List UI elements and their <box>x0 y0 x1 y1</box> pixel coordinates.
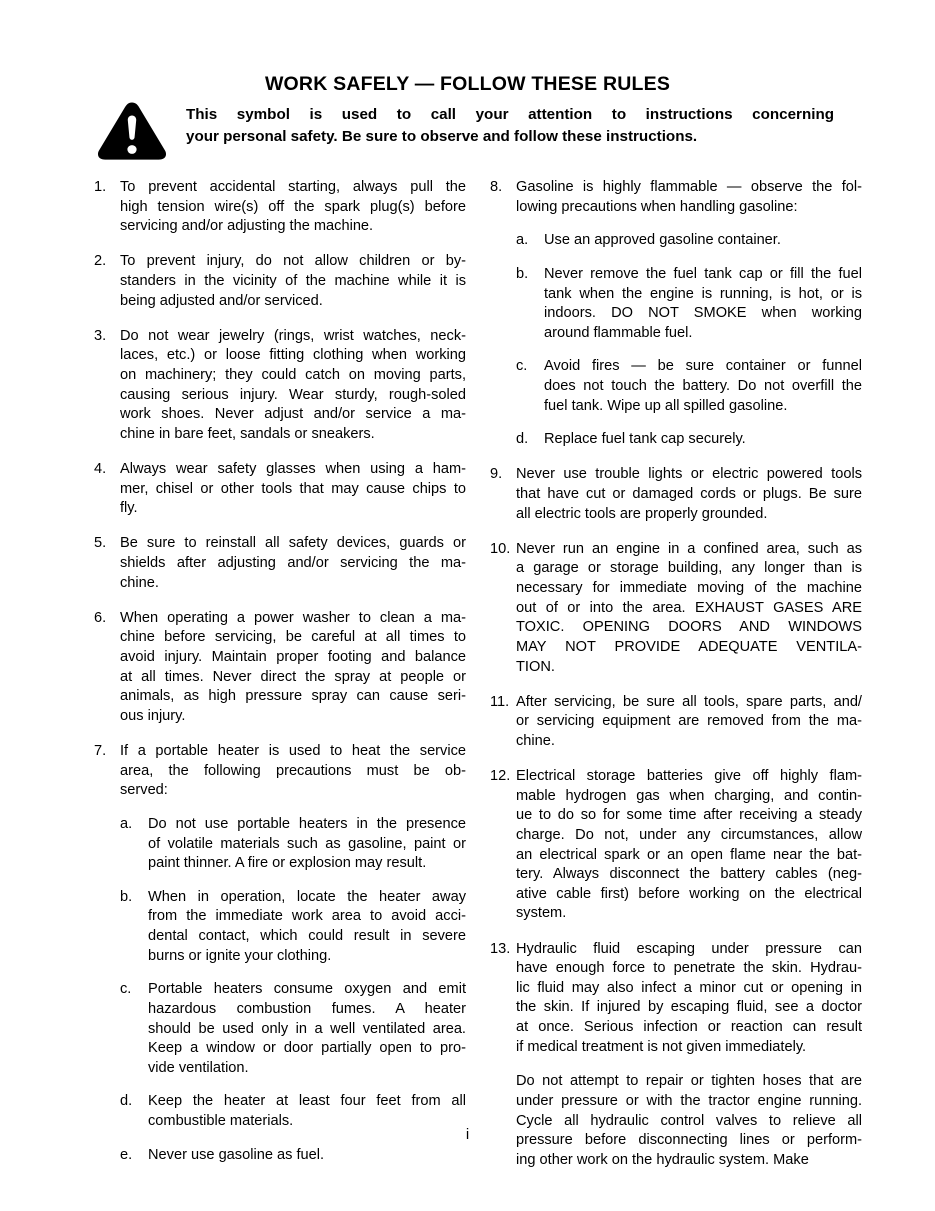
rules-column-right <box>490 178 862 1186</box>
sub-item-text <box>544 430 862 450</box>
rule-marker: 5. <box>94 535 107 552</box>
text-line: all electric tools are properly grounded. <box>516 505 768 522</box>
sub-item-text <box>148 980 466 1078</box>
rule-text <box>516 178 862 217</box>
rule-marker: 6. <box>94 609 107 626</box>
sub-item <box>516 231 862 251</box>
text-line: should be used only in a well ventilated area. <box>148 1020 466 1037</box>
sub-item <box>120 1146 466 1166</box>
rule-text <box>120 252 466 311</box>
text-line: system. <box>516 905 567 922</box>
text-line: pressure before disconnecting lines or perform- <box>516 1132 862 1149</box>
text-line: servicing and/or adjusting the machine. <box>120 218 374 235</box>
text-line: To prevent accidental starting, always pull the <box>120 179 466 195</box>
text-line: When operating a power washer to clean a ma- <box>120 609 466 626</box>
text-line: chine in bare feet, sandals or sneakers. <box>120 425 375 442</box>
text-line: out of or into the area. EXHAUST GASES ARE <box>516 599 862 616</box>
text-line: have enough force to penetrate the skin. Hydrau- <box>516 960 862 977</box>
text-line: Hydraulic fluid escaping under pressure can <box>516 940 862 957</box>
sub-item-text <box>148 888 466 967</box>
sub-item <box>516 430 862 450</box>
sub-item <box>516 357 862 416</box>
rule-item <box>94 460 466 519</box>
rule-marker: 11. <box>490 693 510 710</box>
text-line: Never run an engine in a confined area, such as <box>516 540 862 557</box>
text-line: MAY NOT PROVIDE ADEQUATE VENTILA- <box>516 638 862 655</box>
sub-item-text <box>544 357 862 416</box>
text-line: indoors. DO NOT SMOKE when working <box>544 305 862 322</box>
rule-item <box>94 327 466 445</box>
text-line: Never use gasoline as fuel. <box>148 1146 325 1163</box>
text-line: paint thinner. A fire or explosion may result. <box>148 855 427 872</box>
text-line: hazardous combustion fumes. A heater <box>148 1000 466 1017</box>
text-line: at once. Serious infection or reaction can result <box>516 1019 862 1035</box>
text-line: of volatile materials such as gasoline, paint or <box>148 835 466 852</box>
rule-item <box>94 178 466 237</box>
sub-item-list <box>516 231 862 450</box>
text-line: Never use trouble lights or electric powered tools <box>516 466 862 483</box>
sub-item-marker: d. <box>516 431 529 448</box>
text-line: tank when the engine is running, is hot, or is <box>544 285 862 302</box>
text-line: served: <box>120 782 168 799</box>
text-line: Be sure to reinstall all safety devices, guards or <box>120 535 466 552</box>
rule-item <box>94 609 466 727</box>
rule-item <box>94 534 466 593</box>
sub-item-marker: d. <box>120 1093 133 1110</box>
text-line: animals, as high pressure spray can cause seri- <box>120 688 466 705</box>
text-line: Keep the heater at least four feet from all <box>148 1093 466 1110</box>
text-line: If a portable heater is used to heat the service <box>120 743 466 759</box>
text-line: tery. Always disconnect the battery cables (neg- <box>516 866 862 883</box>
sub-item-marker: a. <box>516 232 529 249</box>
text-line: Do not wear jewelry (rings, wrist watches, neck- <box>120 327 466 344</box>
rule-marker: 9. <box>490 466 503 483</box>
text-line: fly. <box>120 500 138 517</box>
rule-text <box>120 742 466 801</box>
text-line: under pressure or with the tractor engine running. <box>516 1092 862 1109</box>
text-line: on machinery; they could catch on moving parts, <box>120 367 466 383</box>
sub-item <box>120 888 466 967</box>
sub-item-text <box>148 815 466 874</box>
text-line: Keep a window or door partially open to pro- <box>148 1040 466 1057</box>
sub-item-marker: b. <box>516 265 529 282</box>
text-line: TION. <box>516 658 555 675</box>
text-line: Use an approved gasoline container. <box>544 232 781 249</box>
rule-item <box>490 465 862 524</box>
text-line: mable hydrogen gas when charging, and contin- <box>516 787 862 804</box>
rule-item <box>94 742 466 1165</box>
rule-item <box>490 767 862 924</box>
text-line: causing serious injury. Wear sturdy, rough-soled <box>120 386 466 403</box>
rule-item <box>490 693 862 752</box>
text-line: ative cable first) before working on the electrical <box>516 885 862 902</box>
rule-text <box>516 693 862 752</box>
sub-item-text <box>544 265 862 344</box>
sub-item <box>120 815 466 874</box>
sub-item <box>120 980 466 1078</box>
sub-item-marker: c. <box>120 981 132 998</box>
text-line: ue to do so for some time after receiving a steady <box>516 807 862 824</box>
rule-marker: 12. <box>490 768 511 784</box>
text-line: high tension wire(s) off the spark plug(s) before <box>120 198 466 215</box>
text-line: area, the following precautions must be ob- <box>120 762 466 779</box>
page-title: WORK SAFELY — FOLLOW THESE RULES <box>264 73 671 96</box>
sub-item-list <box>120 815 466 1165</box>
text-line: chine. <box>120 574 159 591</box>
text-line: Avoid fires — be sure container or funnel <box>544 358 862 375</box>
text-line: Portable heaters consume oxygen and emit <box>148 981 466 998</box>
rule-marker: 4. <box>94 461 107 477</box>
rule-text <box>120 327 466 445</box>
text-line: ous injury. <box>120 707 186 724</box>
rule-item <box>94 252 466 311</box>
text-line: a garage or storage building, any longer than is <box>516 560 862 577</box>
sub-item-marker: b. <box>120 888 133 905</box>
rule-text <box>516 465 862 524</box>
sub-item-marker: a. <box>120 815 133 832</box>
text-line: Gasoline is highly flammable — observe the fol- <box>516 179 862 195</box>
text-line: an electrical spark or an open flame near the bat- <box>516 846 862 863</box>
callout-line-1: This symbol is used to call your attention to instructions concerning <box>186 106 834 123</box>
text-line: TOXIC. OPENING DOORS AND WINDOWS <box>516 619 862 636</box>
rule-marker: 8. <box>490 179 503 195</box>
text-line: fuel tank. Wipe up all spilled gasoline. <box>544 397 788 414</box>
page-number: i <box>465 1126 470 1143</box>
rule-marker: 3. <box>94 327 107 344</box>
rule-marker: 10. <box>490 540 511 557</box>
text-line: at all times. Never direct the spray at people or <box>120 668 466 685</box>
text-line: the skin. If injured by escaping fluid, see a doctor <box>516 999 862 1016</box>
text-line: or servicing equipment are removed from the ma- <box>516 713 862 730</box>
text-line: does not touch the battery. Do not overfill the <box>544 378 862 394</box>
text-line: mer, chisel or other tools that may cause chips to <box>120 480 466 497</box>
rule-text <box>120 534 466 593</box>
text-line: that have cut or damaged cords or plugs. Be sure <box>516 486 862 502</box>
rule-item <box>490 540 862 677</box>
text-line: Electrical storage batteries give off highly flam- <box>516 768 862 784</box>
rule-paragraph-2 <box>516 1072 862 1170</box>
text-line: Always wear safety glasses when using a ham- <box>120 461 466 477</box>
text-line: necessary for immediate moving of the machine <box>516 580 862 596</box>
text-line: laces, etc.) or loose fitting clothing when working <box>120 347 466 364</box>
text-line: lic fluid may also infect a minor cut or opening in <box>516 979 862 996</box>
sub-item-text <box>148 1146 466 1166</box>
text-line: combustible materials. <box>148 1113 294 1129</box>
text-line: ing other work on the hydraulic system. Make <box>516 1151 809 1168</box>
callout-line-2: your personal safety. Be sure to observe and follow these instructions. <box>186 127 698 145</box>
safety-symbol-text <box>186 104 834 147</box>
sub-item-text <box>544 231 862 251</box>
sub-item-marker: c. <box>516 358 528 375</box>
rules-column-left <box>94 178 466 1181</box>
text-line: from the immediate work area to avoid acci- <box>148 908 466 925</box>
text-line: if medical treatment is not given immediately. <box>516 1038 807 1055</box>
rule-text <box>516 767 862 924</box>
text-line: Do not use portable heaters in the presence <box>148 815 466 832</box>
text-line: When in operation, locate the heater away <box>148 888 466 905</box>
text-line: being adjusted and/or serviced. <box>120 292 323 309</box>
text-line: burns or ignite your clothing. <box>148 947 332 964</box>
safety-symbol-callout <box>96 98 856 162</box>
text-line: avoid injury. Maintain proper footing and balance <box>120 649 466 665</box>
sub-item <box>516 265 862 344</box>
text-line: work shoes. Never adjust and/or service a ma- <box>120 406 466 423</box>
text-line: dental contact, which could result in severe <box>148 928 466 944</box>
rule-item <box>490 178 862 450</box>
rule-marker: 1. <box>94 179 107 195</box>
sub-item-marker: e. <box>120 1146 133 1163</box>
rule-marker: 13. <box>490 940 511 957</box>
rule-text <box>516 940 862 1058</box>
warning-triangle-icon <box>96 100 168 162</box>
text-line: Cycle all hydraulic control valves to relieve all <box>516 1112 862 1129</box>
text-line: After servicing, be sure all tools, spare parts, and/ <box>516 693 862 710</box>
text-line: standers in the vicinity of the machine while it is <box>120 273 466 289</box>
rule-text <box>120 178 466 237</box>
text-line: vide ventilation. <box>148 1059 249 1076</box>
text-line: Do not attempt to repair or tighten hoses that are <box>516 1073 862 1090</box>
text-line: To prevent injury, do not allow children or by- <box>120 253 466 270</box>
text-line: Never remove the fuel tank cap or fill the fuel <box>544 265 862 282</box>
text-line: chine before servicing, be careful at all times to <box>120 629 466 646</box>
rule-marker: 2. <box>94 253 107 270</box>
rule-text <box>120 460 466 519</box>
rule-marker: 7. <box>94 743 107 759</box>
text-line: around flammable fuel. <box>544 324 693 341</box>
text-line: lowing precautions when handling gasoline: <box>516 198 798 215</box>
text-line: charge. Do not, under any circumstances, allow <box>516 826 862 843</box>
text-line: shields after adjusting and/or servicing the ma- <box>120 555 466 571</box>
text-line: Replace fuel tank cap securely. <box>544 431 746 448</box>
rule-text <box>120 609 466 727</box>
text-line: chine. <box>516 732 555 749</box>
rule-text <box>516 540 862 677</box>
